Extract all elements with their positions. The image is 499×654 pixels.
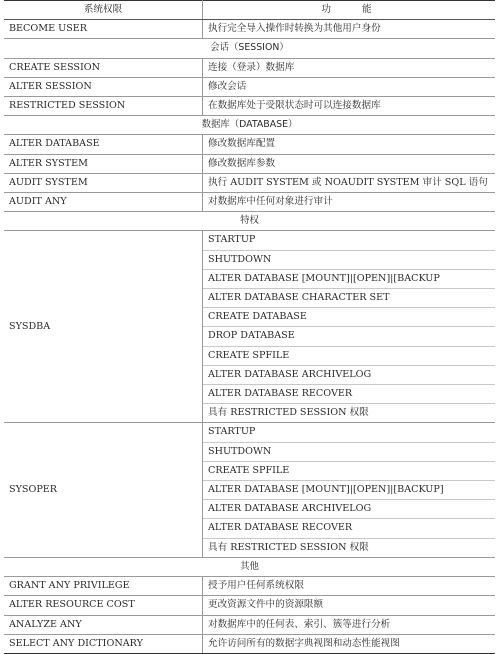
privilege-desc: 修改会话: [203, 77, 496, 96]
table-header-row: [4, 1, 495, 20]
section-title: 特权: [4, 212, 495, 231]
sysdba-item: ALTER DATABASE CHARACTER SET: [203, 289, 496, 308]
privilege-name: CREATE SESSION: [4, 58, 203, 77]
section-title: 会话（SESSION）: [4, 39, 495, 58]
privilege-name: ALTER DATABASE: [4, 135, 203, 154]
sysdba-item: ALTER DATABASE RECOVER: [203, 385, 496, 404]
sysoper-row: [4, 423, 495, 442]
header-function: 功 能: [203, 1, 496, 20]
privilege-name: AUDIT SYSTEM: [4, 173, 203, 192]
table-row: [4, 577, 495, 596]
sysoper-item: ALTER DATABASE [MOUNT]|[OPEN]|[BACKUP]: [203, 481, 496, 500]
privilege-desc: 允许访问所有的数据字典视图和动态性能视图: [203, 634, 496, 653]
section-row-database: [4, 116, 495, 135]
privilege-name: GRANT ANY PRIVILEGE: [4, 577, 203, 596]
table-row: [4, 193, 495, 212]
section-row-special: [4, 212, 495, 231]
section-row-other: [4, 557, 495, 576]
sysdba-item: CREATE DATABASE: [203, 308, 496, 327]
sysoper-item: SHUTDOWN: [203, 442, 496, 461]
privilege-desc: 授予用户任何系统权限: [203, 577, 496, 596]
privilege-desc: 修改数据库参数: [203, 154, 496, 173]
section-row-session: [4, 39, 495, 58]
privilege-name: AUDIT ANY: [4, 193, 203, 212]
section-title: 数据库（DATABASE）: [4, 116, 495, 135]
table-row: [4, 58, 495, 77]
privilege-name: ALTER SESSION: [4, 77, 203, 96]
sysdba-item: DROP DATABASE: [203, 327, 496, 346]
sysoper-item: CREATE SPFILE: [203, 461, 496, 480]
privilege-desc: 在数据库处于受限状态时可以连接数据库: [203, 97, 496, 116]
sysdba-item: CREATE SPFILE: [203, 346, 496, 365]
sysdba-item: 具有 RESTRICTED SESSION 权限: [203, 404, 496, 423]
sysdba-item: SHUTDOWN: [203, 250, 496, 269]
privilege-table: [4, 0, 495, 654]
privilege-desc: 执行完全导入操作时转换为其他用户身份: [203, 20, 496, 39]
table-row: [4, 173, 495, 192]
table-row: [4, 596, 495, 615]
privilege-name-sysoper: SYSOPER: [4, 423, 203, 557]
sysdba-item: ALTER DATABASE [MOUNT]|[OPEN]|[BACKUP: [203, 269, 496, 288]
sysdba-item: STARTUP: [203, 231, 496, 250]
sysoper-item: STARTUP: [203, 423, 496, 442]
table-row: [4, 154, 495, 173]
privilege-desc: 对数据库中任何对象进行审计: [203, 193, 496, 212]
section-title: 其他: [4, 557, 495, 576]
privilege-name: ALTER RESOURCE COST: [4, 596, 203, 615]
table-row: [4, 135, 495, 154]
privilege-name: RESTRICTED SESSION: [4, 97, 203, 116]
privilege-name: ANALYZE ANY: [4, 615, 203, 634]
table-row: [4, 97, 495, 116]
privilege-name-sysdba: SYSDBA: [4, 231, 203, 423]
privilege-name: BECOME USER: [4, 20, 203, 39]
sysoper-item: ALTER DATABASE ARCHIVELOG: [203, 500, 496, 519]
header-system-privilege: 系统权限: [4, 1, 203, 20]
privilege-desc: 对数据库中的任何表、索引、簇等进行分析: [203, 615, 496, 634]
table-row: [4, 615, 495, 634]
table-row: [4, 634, 495, 653]
privilege-desc: 修改数据库配置: [203, 135, 496, 154]
privilege-desc: 更改资源文件中的资源限额: [203, 596, 496, 615]
privilege-name: SELECT ANY DICTIONARY: [4, 634, 203, 653]
privilege-name: ALTER SYSTEM: [4, 154, 203, 173]
privilege-desc: 连接（登录）数据库: [203, 58, 496, 77]
privilege-desc: 执行 AUDIT SYSTEM 或 NOAUDIT SYSTEM 审计 SQL 语句: [203, 173, 496, 192]
sysdba-item: ALTER DATABASE ARCHIVELOG: [203, 365, 496, 384]
table-row: [4, 20, 495, 39]
sysoper-item: 具有 RESTRICTED SESSION 权限: [203, 538, 496, 557]
sysoper-item: ALTER DATABASE RECOVER: [203, 519, 496, 538]
table-row: [4, 77, 495, 96]
sysdba-row: [4, 231, 495, 250]
